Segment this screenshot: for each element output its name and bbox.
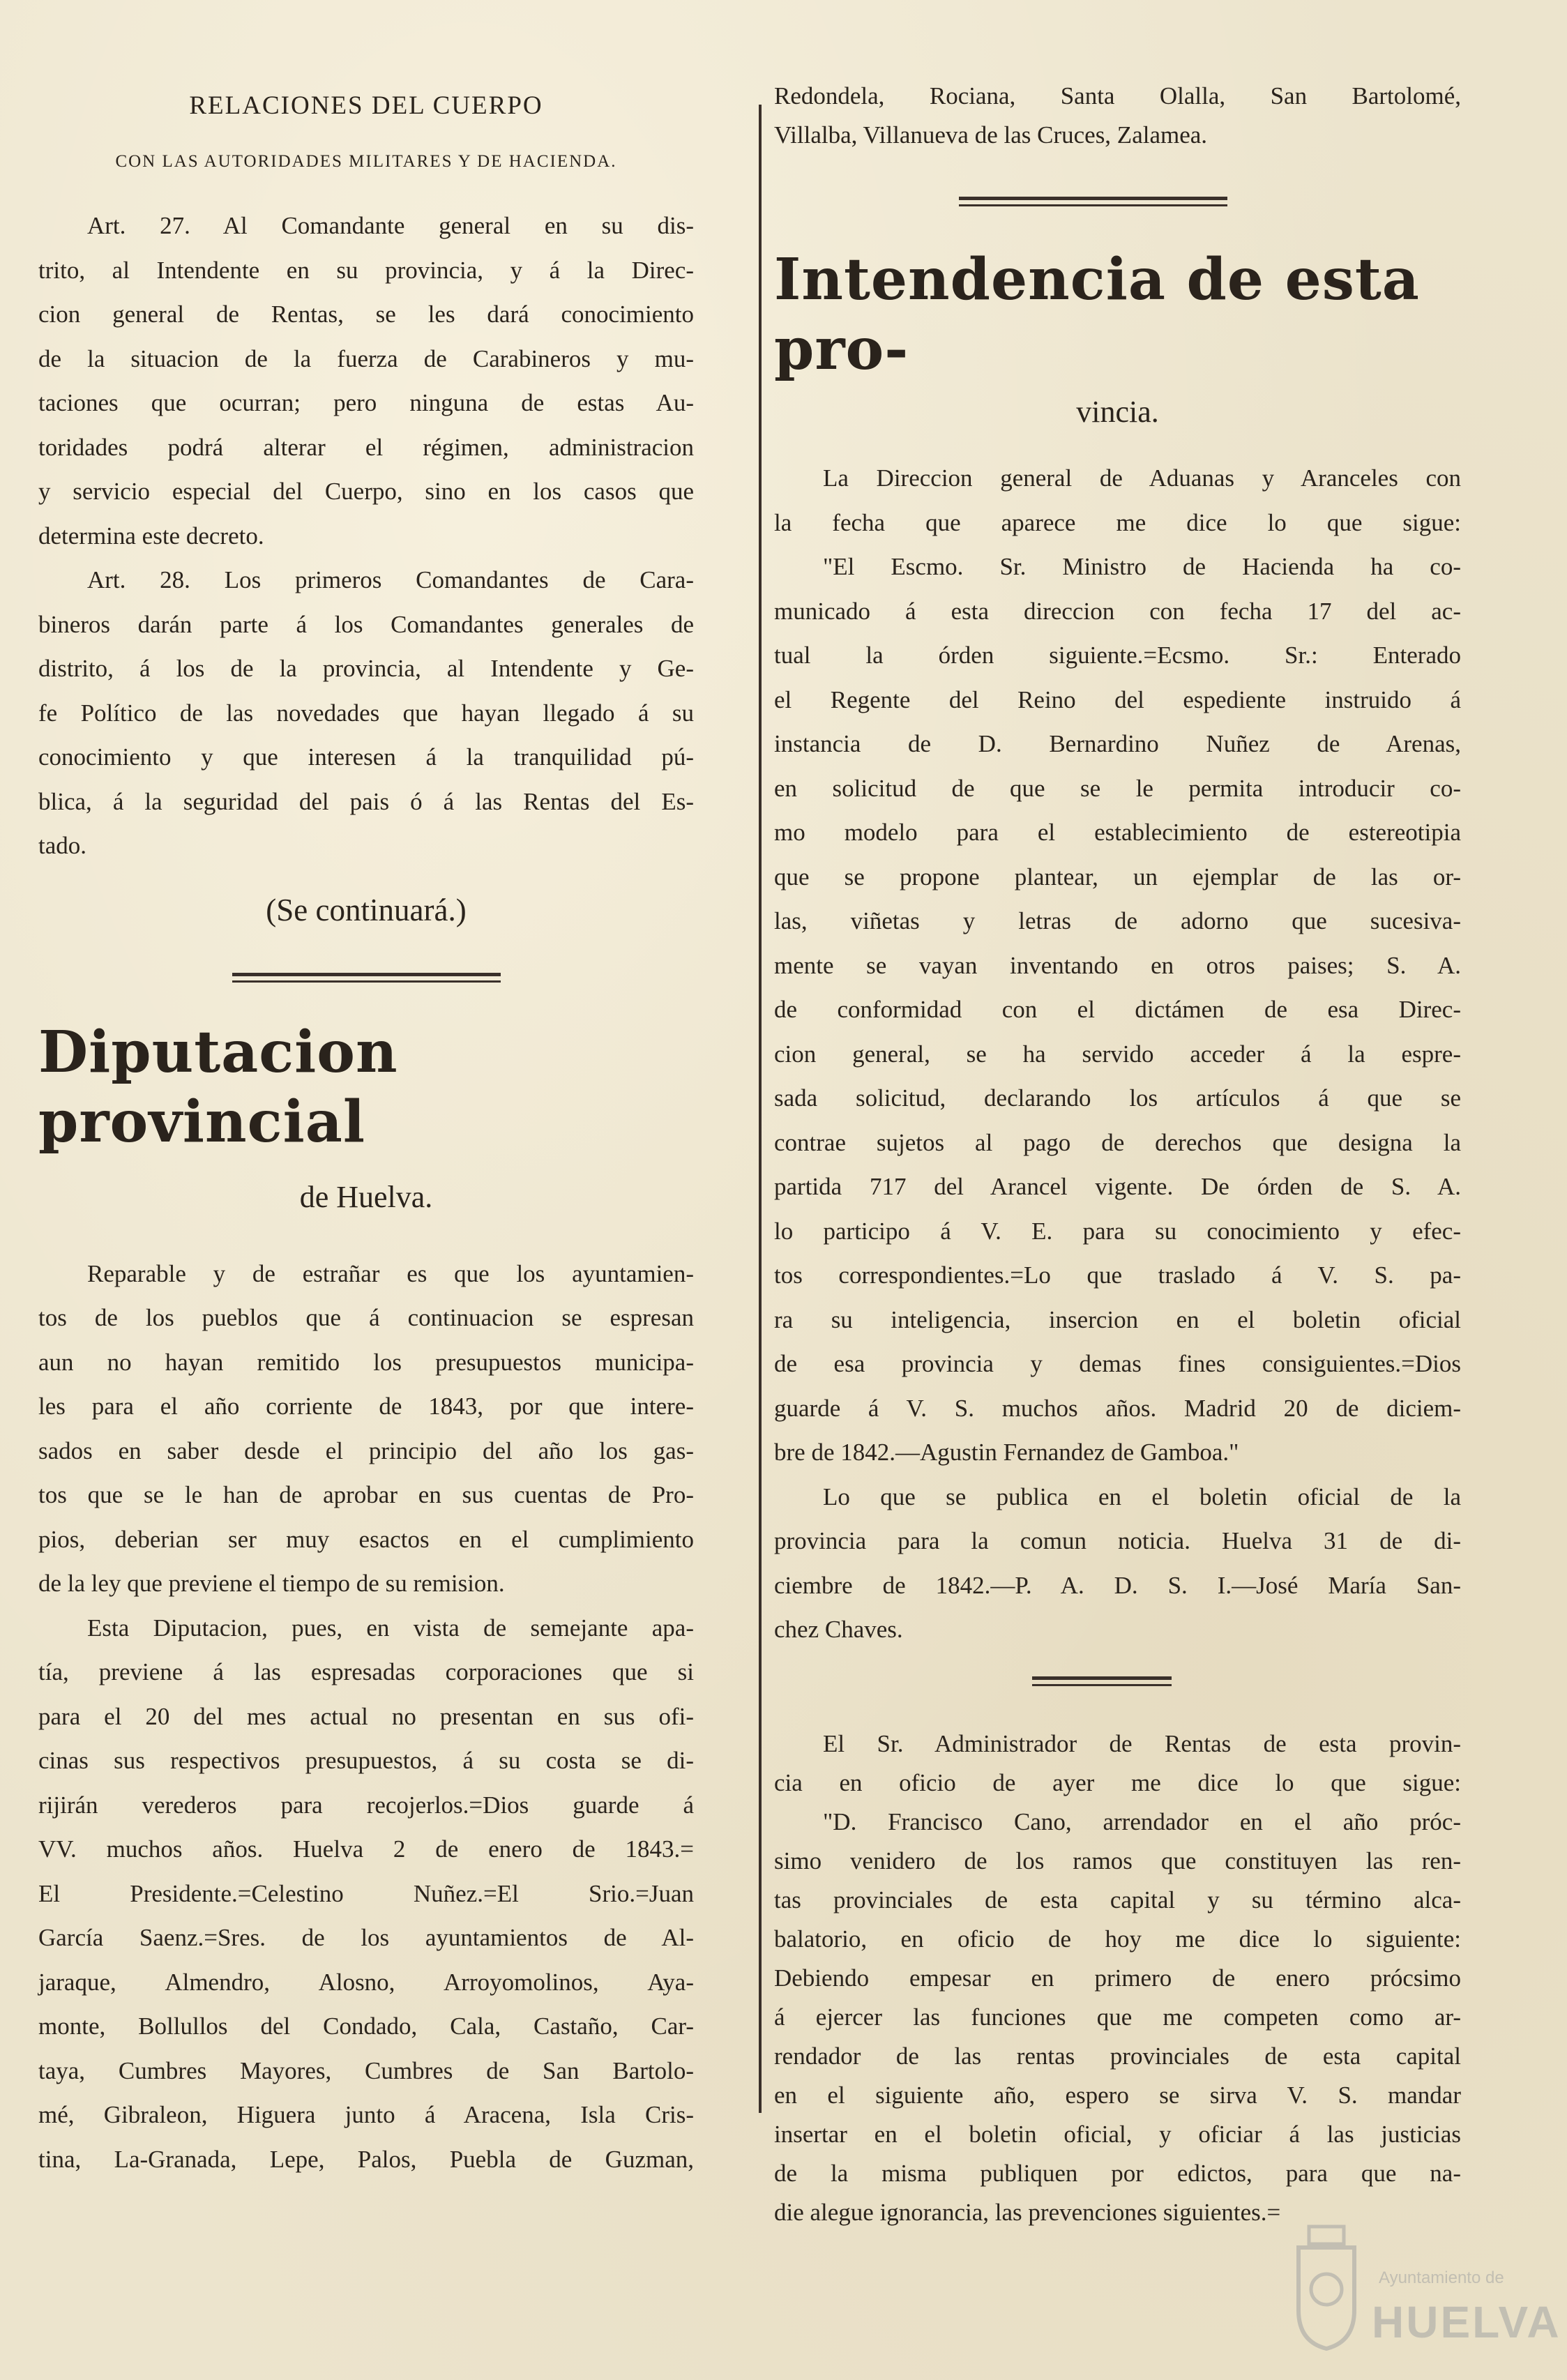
intendencia-subtitle: vincia. (1076, 395, 1159, 429)
right-column (774, 0, 1461, 2232)
text-line: tos que se le han de aprobar en sus cuentas de Pro- (38, 1481, 694, 1508)
text-line: en el siguiente año, espero se sirva V. S. mandar (774, 2081, 1461, 2109)
text-line: mo modelo para el establecimiento de estereotipia (774, 819, 1461, 846)
intendencia-paragraph-1 (774, 456, 1461, 1475)
text-line: de esa provincia y demas fines consiguientes.=Dios (774, 1350, 1461, 1377)
text-line: determina este decreto. (38, 522, 264, 549)
diputacion-subtitle: de Huelva. (299, 1179, 433, 1214)
continued-list (774, 77, 1461, 155)
text-line: instancia de D. Bernardino Nuñez de Arenas, (774, 730, 1461, 757)
text-line: trito, al Intendente en su provincia, y á la Direc- (38, 256, 694, 284)
text-line: bre de 1842.—Agustin Fernandez de Gamboa." (774, 1439, 1239, 1466)
text-line: El Sr. Administrador de Rentas de esta provin- (823, 1729, 1461, 1757)
text-line: "D. Francisco Cano, arrendador en el año próc- (823, 1807, 1461, 1835)
text-line: tado. (38, 832, 87, 859)
text-line: Esta Diputacion, pues, en vista de semejante apa- (87, 1614, 694, 1642)
text-line: Redondela, Rociana, Santa Olalla, San Bartolomé, (774, 82, 1461, 109)
text-line: Villalba, Villanueva de las Cruces, Zalamea. (774, 121, 1208, 149)
text-line: tas provinciales de esta capital y su término alca- (774, 1886, 1461, 1913)
administrador-paragraph (774, 1725, 1461, 2232)
text-line: taciones que ocurran; pero ninguna de estas Au- (38, 389, 694, 416)
section-rule (232, 973, 501, 983)
section-rule (959, 197, 1227, 206)
continues-note: (Se continuará.) (266, 892, 467, 927)
watermark-line-2: HUELVA (1372, 2297, 1561, 2347)
text-line: tos de los pueblos que á continuacion se espresan (38, 1304, 694, 1331)
text-line: tual la órden siguiente.=Ecsmo. Sr.: Enterado (774, 642, 1461, 669)
text-line: sada solicitud, declarando los artículos á que se (774, 1084, 1461, 1112)
text-line: las, viñetas y letras de adorno que sucesiva- (774, 907, 1461, 934)
crest-icon (1288, 2220, 1365, 2352)
text-line: pios, deberian ser muy esactos en el cumplimiento (38, 1525, 694, 1553)
text-line: el Regente del Reino del espediente instruido á (774, 685, 1461, 713)
text-line: Lo que se publica en el boletin oficial de la (823, 1483, 1461, 1510)
text-line: aun no hayan remitido los presupuestos municipa- (38, 1348, 694, 1376)
text-line: La Direccion general de Aduanas y Aranceles con (823, 464, 1461, 492)
text-line: distrito, á los de la provincia, al Intendente y Ge- (38, 655, 694, 682)
text-line: de la situacion de la fuerza de Carabineros y mu- (38, 344, 694, 372)
text-line: El Presidente.=Celestino Nuñez.=El Srio.=Juan (38, 1879, 694, 1907)
text-line: conocimiento y que interesen á la tranquilidad pú- (38, 743, 694, 771)
text-line: Art. 28. Los primeros Comandantes de Cara- (87, 566, 694, 593)
text-line: municado á esta direccion con fecha 17 del ac- (774, 597, 1461, 625)
text-line: de conformidad con el dictámen de esa Direc- (774, 996, 1461, 1023)
diputacion-paragraph-1 (38, 1252, 694, 1606)
text-line: VV. muchos años. Huelva 2 de enero de 1843.= (38, 1835, 694, 1863)
left-column (38, 0, 694, 2181)
text-line: provincia para la comun noticia. Huelva 31 de di- (774, 1527, 1461, 1554)
text-line: García Saenz.=Sres. de los ayuntamientos de Al- (38, 1924, 694, 1951)
text-line: jaraque, Almendro, Alosno, Arroyomolinos, Aya- (38, 1968, 694, 1996)
text-line: cion general de Rentas, se les dará conocimiento (38, 301, 694, 328)
huelva-logo-watermark (1288, 2220, 1561, 2359)
text-line: bineros darán parte á los Comandantes generales de (38, 610, 694, 638)
text-line: mente se vayan inventando en otros paises; S. A. (774, 951, 1461, 979)
watermark-line-1: Ayuntamiento de (1379, 2268, 1504, 2287)
text-line: tos correspondientes.=Lo que traslado á V. S. pa- (774, 1261, 1461, 1289)
text-line: tía, previene á las espresadas corporaciones que si (38, 1658, 694, 1685)
article-28 (38, 558, 694, 868)
text-line: die alegue ignorancia, las prevenciones siguientes.= (774, 2198, 1281, 2226)
text-line: tina, La-Granada, Lepe, Palos, Puebla de Guzman, (38, 2145, 694, 2173)
text-line: de la ley que previene el tiempo de su remision. (38, 1570, 505, 1597)
text-line: mé, Gibraleon, Higuera junto á Aracena, Isla Cris- (38, 2101, 694, 2128)
text-line: ra su inteligencia, insercion en el boletin oficial (774, 1305, 1461, 1333)
text-line: taya, Cumbres Mayores, Cumbres de San Bartolo- (38, 2056, 694, 2084)
text-line: contrae sujetos al pago de derechos que designa la (774, 1128, 1461, 1156)
article-27 (38, 204, 694, 558)
text-line: partida 717 del Arancel vigente. De órden de S. A. (774, 1173, 1461, 1200)
text-line: toridades podrá alterar el régimen, administracion (38, 433, 694, 461)
text-line: insertar en el boletin oficial, y oficiar á las justicias (774, 2120, 1461, 2148)
text-line: cion general, se ha servido acceder á la espre- (774, 1040, 1461, 1068)
intendencia-paragraph-2 (774, 1475, 1461, 1652)
text-line: ciembre de 1842.—P. A. D. S. I.—José María San- (774, 1571, 1461, 1599)
text-line: Debiendo empesar en primero de enero prócsimo (774, 1964, 1461, 1992)
text-line: Art. 27. Al Comandante general en su dis- (87, 212, 694, 239)
text-line: Reparable y de estrañar es que los ayuntamien- (87, 1259, 694, 1287)
text-line: cinas sus respectivos presupuestos, á su costa se di- (38, 1747, 694, 1774)
text-line: monte, Bollullos del Condado, Cala, Castaño, Car- (38, 2013, 694, 2040)
section-header: RELACIONES DEL CUERPO (189, 91, 543, 120)
text-line: "El Escmo. Sr. Ministro de Hacienda ha co- (823, 553, 1461, 580)
text-line: rendador de las rentas provinciales de esta capital (774, 2042, 1461, 2070)
intendencia-title: Intendencia de esta pro- (774, 246, 1420, 383)
column-divider (759, 105, 762, 2113)
text-line: chez Chaves. (774, 1616, 903, 1643)
text-line: blica, á la seguridad del pais ó á las Rentas del Es- (38, 787, 694, 815)
text-line: á ejercer las funciones que me competen como ar- (774, 2003, 1461, 2031)
text-line: para el 20 del mes actual no presentan en sus ofi- (38, 1702, 694, 1730)
text-line: fe Político de las novedades que hayan llegado á su (38, 699, 694, 727)
text-line: sados en saber desde el principio del año los gas- (38, 1437, 694, 1464)
text-line: y servicio especial del Cuerpo, sino en los casos que (38, 478, 694, 505)
text-line: que se propone plantear, un ejemplar de las or- (774, 863, 1461, 890)
text-line: en solicitud de que se le permita introducir co- (774, 774, 1461, 802)
diputacion-paragraph-2 (38, 1606, 694, 2182)
text-line: rijirán verederos para recojerlos.=Dios guarde á (38, 1791, 694, 1819)
text-line: les para el año corriente de 1843, por que intere- (38, 1393, 694, 1420)
section-rule (1032, 1676, 1172, 1686)
text-line: de la misma publiquen por edictos, para que na- (774, 2159, 1461, 2187)
diputacion-title: Diputacion provincial (38, 1018, 398, 1155)
text-line: balatorio, en oficio de hoy me dice lo siguiente: (774, 1925, 1461, 1953)
text-line: simo venidero de los ramos que constituyen las ren- (774, 1847, 1461, 1874)
text-line: la fecha que aparece me dice lo que sigue: (774, 508, 1461, 536)
text-line: guarde á V. S. muchos años. Madrid 20 de diciem- (774, 1394, 1461, 1422)
text-line: cia en oficio de ayer me dice lo que sigue: (774, 1768, 1461, 1796)
text-line: lo participo á V. E. para su conocimiento y efec- (774, 1217, 1461, 1245)
section-subheader: CON LAS AUTORIDADES MILITARES Y DE HACIENDA. (115, 152, 617, 171)
